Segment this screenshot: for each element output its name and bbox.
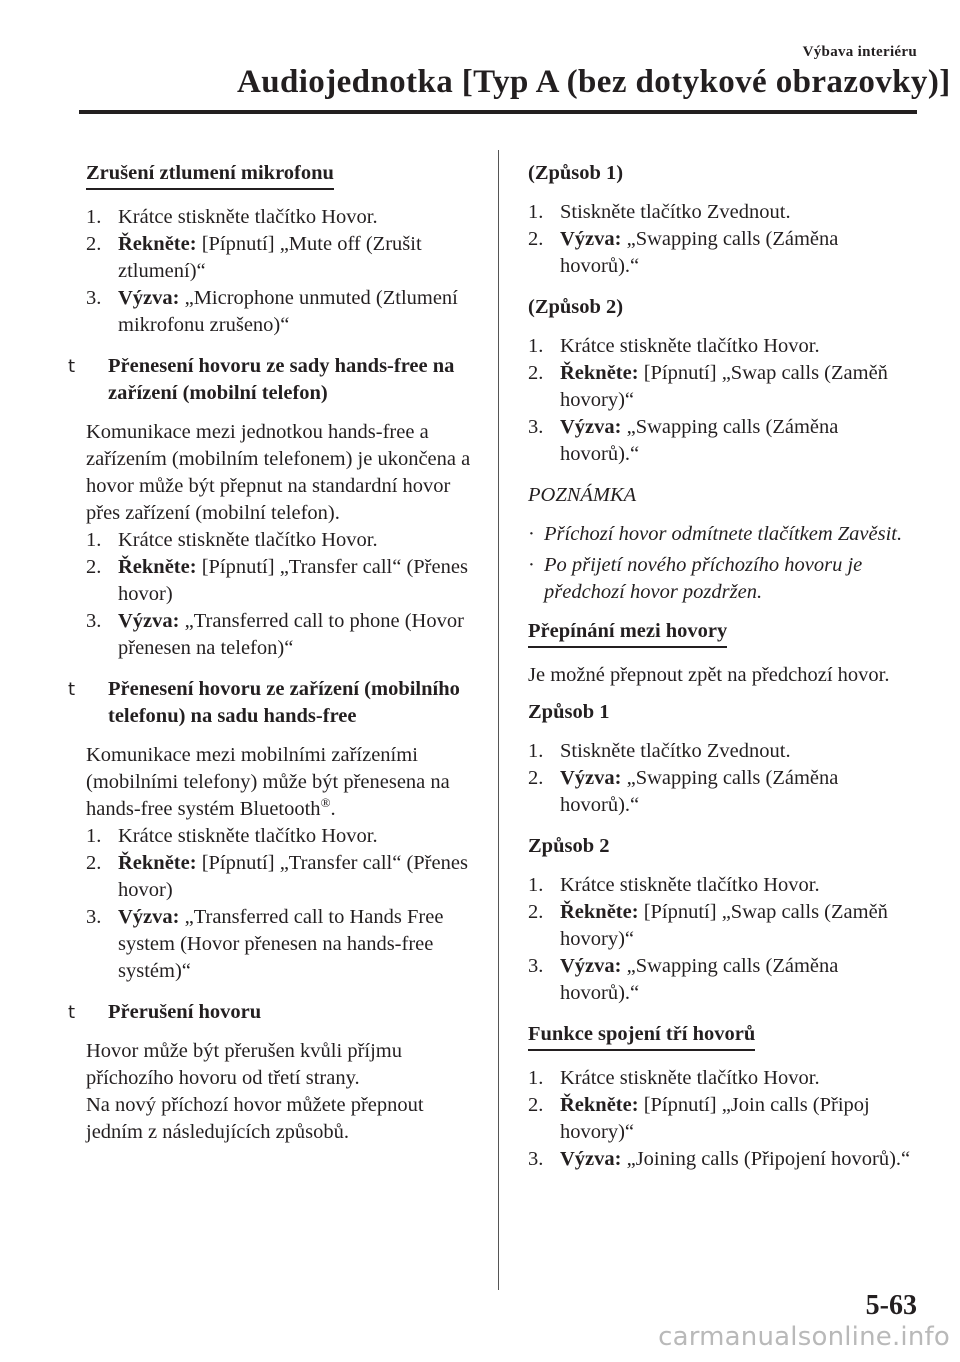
- steps-unmute: [86, 204, 478, 339]
- steps-transfer-to-phone: [86, 527, 478, 662]
- header-rule: [79, 110, 917, 114]
- step-text: Krátce stiskněte tlačítko Hovor.: [560, 335, 820, 357]
- step-number: 3.: [86, 610, 102, 632]
- step-text: „Transferred call to Hands Free system (Hovor přenesen na hands-free systém)“: [118, 906, 444, 982]
- paragraph: Komunikace mezi jednotkou hands-free a zařízením (mobilním telefonem) je ukončena a hovor může být přepnut na standardní hovor přes zařízení (mobilní telefon).: [86, 421, 471, 524]
- step-keyword: Výzva:: [560, 767, 622, 789]
- left-column: [68, 160, 478, 1146]
- step-number: 2.: [528, 362, 544, 384]
- step-keyword: Výzva:: [560, 955, 622, 977]
- step-text: Stiskněte tlačítko Zvednout.: [560, 201, 791, 223]
- step-text: [Pípnutí] „Swap calls (Zaměň hovory)“: [560, 362, 888, 411]
- note-title: POZNÁMKA: [528, 484, 637, 506]
- steps-way-2: [528, 872, 920, 1007]
- step-number: 1.: [528, 201, 544, 223]
- step-text: „Transferred call to phone (Hovor přenesen na telefon)“: [118, 610, 464, 659]
- paragraph: Hovor může být přerušen kvůli příjmu příchozího hovoru od třetí strany.: [86, 1040, 402, 1089]
- step-text: Krátce stiskněte tlačítko Hovor.: [118, 529, 378, 551]
- note-text: Příchozí hovor odmítnete tlačítkem Zavěsit.: [544, 523, 903, 545]
- step-number: 3.: [528, 416, 544, 438]
- bullet-dot-icon: ·: [528, 523, 535, 545]
- step-item: [86, 527, 478, 554]
- step-number: 2.: [528, 901, 544, 923]
- step-keyword: Řekněte:: [560, 362, 639, 384]
- step-item: [528, 414, 920, 468]
- note-text: Po přijetí nového příchozího hovoru je předchozí hovor pozdržen.: [544, 554, 863, 603]
- step-keyword: Výzva:: [560, 228, 622, 250]
- heading-interrupt: [68, 999, 478, 1026]
- step-item: [86, 850, 478, 904]
- step-keyword: Výzva:: [560, 416, 622, 438]
- step-text: Krátce stiskněte tlačítko Hovor.: [118, 206, 378, 228]
- section-label: Výbava interiéru: [802, 44, 917, 60]
- step-item: [528, 899, 920, 953]
- step-text: [Pípnutí] „Join calls (Připoj hovory)“: [560, 1094, 870, 1143]
- step-number: 1.: [528, 335, 544, 357]
- step-text: [Pípnutí] „Transfer call“ (Přenes hovor): [118, 852, 468, 901]
- step-item: [528, 1065, 920, 1092]
- step-text: „Microphone unmuted (Ztlumení mikrofonu zrušeno)“: [118, 287, 458, 336]
- step-number: 2.: [86, 852, 102, 874]
- step-text: „Joining calls (Připojení hovorů).“: [621, 1148, 911, 1170]
- step-text: Krátce stiskněte tlačítko Hovor.: [118, 825, 378, 847]
- registered-mark: ®: [320, 795, 331, 811]
- paragraph: [86, 742, 478, 823]
- column-divider: [498, 150, 499, 1290]
- section-bullet-icon: t: [68, 1002, 76, 1023]
- page-number: 5-63: [865, 1290, 917, 1321]
- step-item: [86, 823, 478, 850]
- steps-method-2: [528, 333, 920, 468]
- step-item: [528, 872, 920, 899]
- step-keyword: Řekněte:: [118, 233, 197, 255]
- step-keyword: Řekněte:: [560, 1094, 639, 1116]
- step-text: „Swapping calls (Záměna hovorů).“: [560, 767, 839, 816]
- notes-list: [528, 521, 920, 606]
- step-item: [528, 360, 920, 414]
- step-text: Stiskněte tlačítko Zvednout.: [560, 740, 791, 762]
- step-number: 1.: [528, 1067, 544, 1089]
- step-number: 1.: [86, 529, 102, 551]
- step-text: [Pípnutí] „Swap calls (Zaměň hovory)“: [560, 901, 888, 950]
- note-item: [528, 521, 920, 548]
- heading-transfer-to-phone: [68, 353, 478, 407]
- step-number: 1.: [86, 206, 102, 228]
- step-item: [86, 608, 478, 662]
- step-item: [86, 231, 478, 285]
- step-item: [86, 904, 478, 985]
- heading-text: Přenesení hovoru ze sady hands-free na zařízení (mobilní telefon): [108, 355, 455, 404]
- heading-text: Přenesení hovoru ze zařízení (mobilního telefonu) na sadu hands-free: [108, 678, 460, 727]
- step-number: 3.: [528, 955, 544, 977]
- heading-method-2: (Způsob 2): [528, 296, 624, 318]
- section-bullet-icon: t: [68, 356, 76, 377]
- paragraph: Na nový příchozí hovor můžete přepnout jedním z následujících způsobů.: [86, 1094, 424, 1143]
- note-item: [528, 552, 920, 606]
- paragraph-end: .: [330, 798, 336, 820]
- step-item: [528, 199, 920, 226]
- bullet-dot-icon: ·: [528, 554, 535, 576]
- right-column: [528, 160, 920, 1187]
- step-number: 2.: [528, 228, 544, 250]
- heading-text: Přerušení hovoru: [108, 1001, 262, 1023]
- heading-unmute: Zrušení ztlumení mikrofonu: [86, 160, 334, 190]
- step-number: 2.: [86, 233, 102, 255]
- heading-transfer-to-handsfree: [68, 676, 478, 730]
- step-number: 3.: [528, 1148, 544, 1170]
- step-number: 1.: [86, 825, 102, 847]
- step-number: 1.: [528, 874, 544, 896]
- step-item: [528, 1146, 920, 1173]
- step-number: 3.: [86, 287, 102, 309]
- step-keyword: Řekněte:: [118, 556, 197, 578]
- step-number: 2.: [86, 556, 102, 578]
- paragraph-text: Komunikace mezi mobilními zařízeními (mobilními telefony) může být přenesena na hands-free systém Bluetooth: [86, 744, 450, 820]
- step-item: [528, 953, 920, 1007]
- heading-three-way: Funkce spojení tří hovorů: [528, 1021, 755, 1051]
- heading-switching: Přepínání mezi hovory: [528, 618, 727, 648]
- step-keyword: Řekněte:: [118, 852, 197, 874]
- step-item: [528, 765, 920, 819]
- page-title: Audiojednotka [Typ A (bez dotykové obrazovky)]: [237, 64, 951, 100]
- steps-method-1: [528, 199, 920, 280]
- step-keyword: Výzva:: [118, 906, 180, 928]
- heading-method-1: (Způsob 1): [528, 162, 624, 184]
- step-keyword: Výzva:: [118, 287, 180, 309]
- step-text: [Pípnutí] „Mute off (Zrušit ztlumení)“: [118, 233, 422, 282]
- paragraph: Je možné přepnout zpět na předchozí hovor.: [528, 664, 890, 686]
- step-number: 3.: [86, 906, 102, 928]
- watermark: carmanualsonline.info: [658, 1322, 950, 1352]
- steps-transfer-to-handsfree: [86, 823, 478, 985]
- step-item: [528, 333, 920, 360]
- step-item: [528, 226, 920, 280]
- step-text: „Swapping calls (Záměna hovorů).“: [560, 416, 839, 465]
- heading-way-1: Způsob 1: [528, 701, 610, 723]
- steps-three-way: [528, 1065, 920, 1173]
- step-keyword: Výzva:: [118, 610, 180, 632]
- step-item: [86, 554, 478, 608]
- step-number: 2.: [528, 1094, 544, 1116]
- step-keyword: Výzva:: [560, 1148, 622, 1170]
- step-keyword: Řekněte:: [560, 901, 639, 923]
- step-item: [528, 1092, 920, 1146]
- section-bullet-icon: t: [68, 679, 76, 700]
- step-text: [Pípnutí] „Transfer call“ (Přenes hovor): [118, 556, 468, 605]
- step-item: [86, 204, 478, 231]
- step-item: [528, 738, 920, 765]
- steps-way-1: [528, 738, 920, 819]
- step-text: „Swapping calls (Záměna hovorů).“: [560, 228, 839, 277]
- step-number: 1.: [528, 740, 544, 762]
- heading-way-2: Způsob 2: [528, 835, 610, 857]
- step-number: 2.: [528, 767, 544, 789]
- step-text: Krátce stiskněte tlačítko Hovor.: [560, 1067, 820, 1089]
- step-text: „Swapping calls (Záměna hovorů).“: [560, 955, 839, 1004]
- step-text: Krátce stiskněte tlačítko Hovor.: [560, 874, 820, 896]
- step-item: [86, 285, 478, 339]
